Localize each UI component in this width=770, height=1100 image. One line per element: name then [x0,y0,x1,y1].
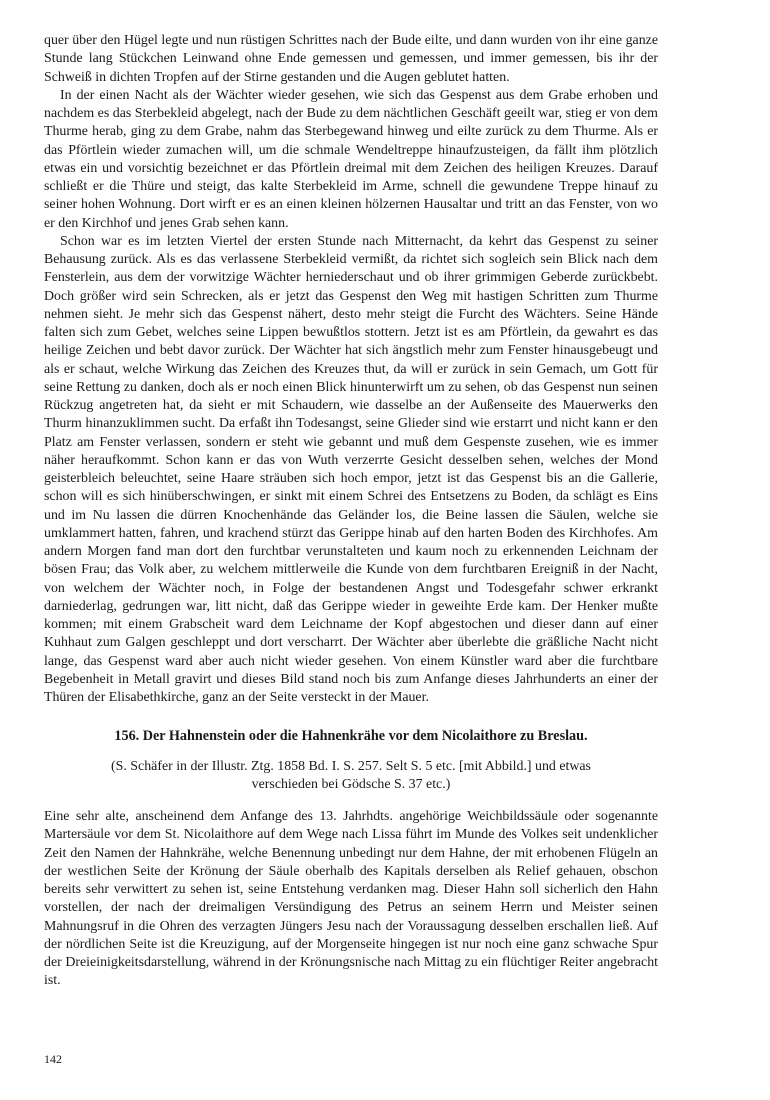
page-body [44,32,658,991]
section-heading: 156. Der Hahnenstein oder die Hahnenkrähe vor dem Nicolaithore zu Breslau. [114,728,588,745]
paragraph-ghost-return: Schon war es im letzten Viertel der ersten Stunde nach Mitternacht, da kehrt das Gespenst zu seiner Behausung zurück. Als es das verlassene Sterbekleid vermißt, da richtet sich sogleich sein Blick nach dem Fensterlein, aus dem der vorwitzige Wächter herniederschaut und ob ihrer grimmigen Geberde zurückbebt. Doch größer wird sein Schrecken, als er jetzt das Gespenst den Weg mit hastigen Schritten zum Thurme nehmen sieht. Je mehr sich das Gespenst nähert, desto mehr steigt die Furcht des Wächters. Seine Hände falten sich zum Gebet, welches seine Lippen bewußtlos stottern. Jetzt ist es am Pförtlein, da gewahrt es das heilige Zeichen und bebt davor zurück. Der Wächter hat sich ängstlich mehr zum Fenster hinausgebeugt und als er schaut, welche Wirkung das Zeichen des Kreuzes thut, da will er zurück in sein Gemach, um Gott für seine Rettung zu danken, doch als er noch einen Blick hinunterwirft um zu sehen, ob das Gespenst nun seinen Rückzug angetreten hat, da sieht er mit Schaudern, wie dasselbe an der Außenseite des Mauerwerks den Thurm hinanzuklimmen sucht. Da erfaßt ihn Todesangst, seine Glieder sind wie erstarrt und nicht kann er den Platz am Fenster verlassen, sondern er steht wie gebannt und muß dem Gespenste zusehen, wie es immer näher heraufkommt. Schon kann er das von Wuth verzerrte Gesicht desselben sehen, welches der Mond geisterbleich beleuchtet, seine Haare sträuben sich hoch empor, jetzt ist das Gespenst bis an die Gallerie, schon will es sich hinüberschwingen, er sinkt mit einem Schrei des Entsetzens zu Boden, da schlägt es Eins und im Nu lassen die dürren Knochenhände das Geländer los, die Beine lassen die Säulen, welche sie umklammert hatten, fahren, und krachend stürzt das Gerippe hinab auf den harten Boden des Kirchhofes. Am andern Morgen fand man dort den furchtbar verunstalteten und kaum noch zu erkennenden Leichnam der bösen Frau; das Volk aber, zu welchem mittlerweile die Kunde von dem furchtbaren Ereigniß in der Nacht, von welchem der Wächter noch, in Folge der bestandenen Angst und Todesgefahr schwer erkrankt darniederlag, gedrungen war, litt nicht, daß das Gerippe wieder in geweihte Erde kam. Der Henker mußte kommen; mit einem Grabscheit ward dem Leichname der Kopf abgestochen und dieser dann auf einer Kuhhaut zum Galgen geschleppt und dort verscharrt. Der Wächter aber überlebte die gräßliche Nacht nicht lange, das Gespenst ward aber auch nicht wieder gesehen. Von einem Künstler ward aber die furchtbare Begebenheit in Metall gravirt und dieses Bild stand noch bis zum Anfange dieses Jahrhunderts an einer der Thüren der Elisabethkirche, ganz an der Seite versteckt in der Mauer. [44,233,658,705]
section-body-paragraph: Eine sehr alte, anscheinend dem Anfange des 13. Jahrhdts. angehörige Weichbildssäule oder sogenannte Martersäule vor dem St. Nicolaithore auf dem Wege nach Lissa führt im Munde des Volkes seit undenklicher Zeit den Namen der Hahnkrähe, welche Benennung unbedingt nur dem Hahne, der mit erhobenen Flügeln an der westlichen Seite der Krönung der Säule oberhalb des Kapitals derselben als Relief gehauen, obschon bereits sehr verwittert zu sehen ist, seine Entstehung verdanken mag. Dieser Hahn soll sicherlich den Hahn vorstellen, der nach der dreimaligen Versündigung des Petrus an seinem Herrn und Meister seinen Mahnungsruf in die Ohren des verzagten Jüngers Jesu nach der Voraussagung desselben erschallen ließ. Auf der nördlichen Seite ist die Kreuzigung, auf der Morgenseite hingegen ist nur noch eine ganz schwache Spur der Dreieinigkeitsdarstellung, während in der Krönungsnische nach Mittag zu ein flüchtiger Reiter angebracht ist. [44,809,658,989]
page-number: 142 [44,1052,62,1066]
paragraph-watchman: In der einen Nacht als der Wächter wieder gesehen, wie sich das Gespenst aus dem Grabe erhoben und nachdem es das Sterbekleid abgelegt, nach der Bude zu dem nächtlichen Geschäft geeilt war, stieg er von dem Thurme herab, ging zu dem Grabe, nahm das Sterbegewand hinweg und eilte zurück zu dem Thurme. Als er das Pförtlein wieder zumachen will, um die schmale Wendeltreppe hinaufzusteigen, da fällt ihm plötzlich etwas ein und vorsichtig bezeichnet er das Pförtlein dreimal mit dem Zeichen des heiligen Kreuzes. Darauf schließt er die Thüre und steigt, das kalte Sterbekleid im Arme, schnell die gewundene Treppe hinauf zu seiner hohen Wohnung. Dort wirft er es an einen kleinen hölzernen Hausaltar und tritt an das Fenster, von wo er den Kirchhof und jenes Grab sehen kann. [44,87,658,231]
section-source-citation: (S. Schäfer in der Illustr. Ztg. 1858 Bd. I. S. 257. Selt S. 5 etc. [mit Abbild.] und etwas verschieden bei Gödsche S. 37 etc.) [111,758,591,792]
paragraph-continuation: quer über den Hügel legte und nun rüstigen Schrittes nach der Bude eilte, und dann wurden von ihr eine ganze Stunde lang Stückchen Leinwand ohne Ende gemessen und gemessen, und immer gemessen, bis ihr der Schweiß in dichten Tropfen auf der Stirne gestanden und die Augen geblutet hatten. [44,33,658,85]
